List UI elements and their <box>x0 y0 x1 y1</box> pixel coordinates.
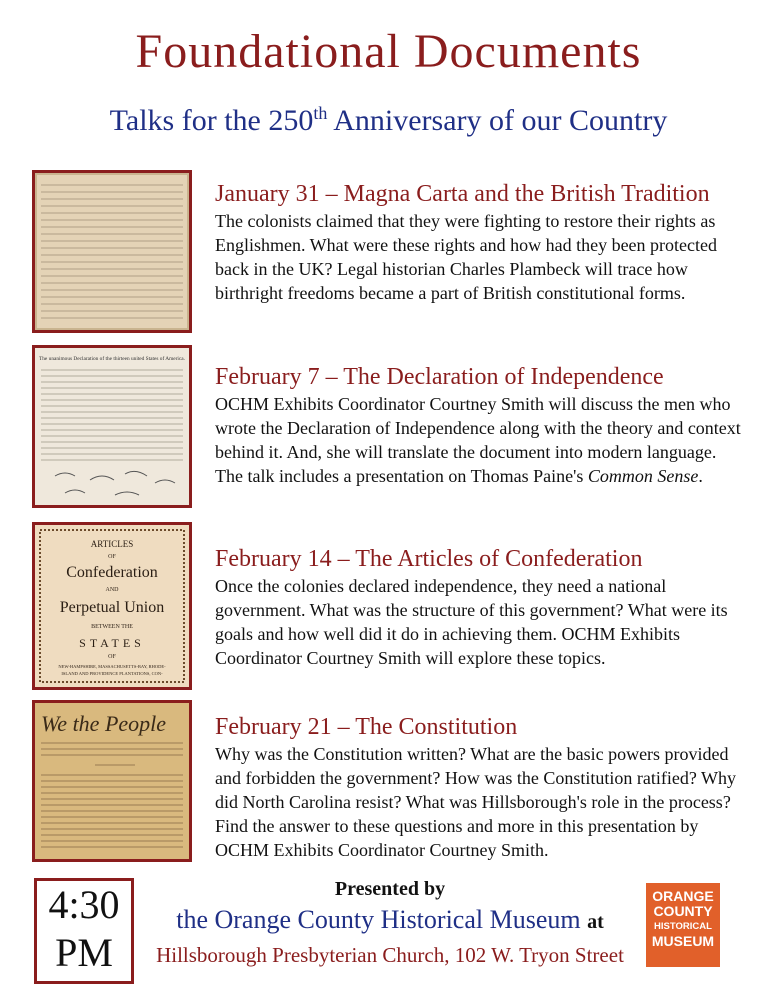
articles-line5: Perpetual Union <box>59 599 165 616</box>
talk-declaration <box>215 362 745 488</box>
subtitle-sup: th <box>313 103 328 123</box>
articles-line3: Confederation <box>66 564 158 581</box>
articles-line7: STATES <box>79 636 145 650</box>
subtitle-pre: Talks for the 250 <box>109 104 314 137</box>
articles-line2: OF <box>108 554 116 560</box>
museum-name: the Orange County Historical Museum <box>176 905 581 934</box>
declaration-head-text: The unanimous Declaration of the thirteen united States of America. <box>39 357 185 362</box>
articles-line6: BETWEEN THE <box>91 624 133 630</box>
constitution-image <box>32 700 192 862</box>
logo-line-4: MUSEUM <box>651 933 715 949</box>
constitution-head-text: We the People <box>41 711 167 736</box>
page-title: Foundational Documents <box>135 25 642 78</box>
presented-by: Presented by <box>334 878 446 900</box>
logo-line-2: COUNTY <box>653 903 713 919</box>
talk-heading: January 31 – Magna Carta and the British Tradition <box>215 181 710 207</box>
common-sense-title: Common Sense <box>587 466 699 486</box>
time-box <box>34 878 134 984</box>
page-subtitle <box>0 103 777 138</box>
talk-body <box>215 392 745 488</box>
talk-body: Why was the Constitution written? What are the basic powers provided and forbidden the government? How was the Constitution ratified? Why did North Carolina resist? What was Hillsborough's role in the process? Find the answer to these questions and more in this presentation by OCHM Exhibits Coordinator Courtney Smith. <box>215 744 737 860</box>
museum-logo <box>646 883 720 967</box>
venue-address: Hillsborough Presbyterian Church, 102 W. Tryon Street <box>156 943 624 967</box>
subtitle-post: Anniversary of our Country <box>327 104 668 137</box>
talk-heading: February 14 – The Articles of Confederation <box>215 546 643 572</box>
museum-line <box>150 905 630 935</box>
talk-body: The colonists claimed that they were fighting to restore their rights as Englishmen. What were these rights and how had they been protected back in the UK? Legal historian Charles Plambeck will trace how birthright freedoms became a part of British constitutional forms. <box>215 211 718 303</box>
talk-body-text: OCHM Exhibits Coordinator Courtney Smith will discuss the men who wrote the Declaration of Independence along with the theory and context behind it. And, she will translate the document into modern language. The talk includes a presentation on Thomas Paine's <box>215 394 741 486</box>
declaration-image <box>32 345 192 508</box>
articles-line10: ISLAND AND PROVIDENCE PLANTATIONS, CON- <box>61 671 163 676</box>
magna-carta-image <box>32 170 192 333</box>
talk-magna-carta <box>215 179 745 305</box>
time-period: PM <box>55 930 113 975</box>
logo-line-3: HISTORICAL <box>654 921 712 932</box>
at-word: at <box>587 911 604 933</box>
articles-line4: AND <box>105 587 119 593</box>
articles-line9: NEW-HAMPSHIRE, MASSACHUSETTS-BAY, RHODE- <box>58 664 166 669</box>
articles-line8: OF <box>108 654 116 660</box>
talk-heading: February 21 – The Constitution <box>215 714 518 740</box>
talk-articles <box>215 544 745 670</box>
talk-body-end: . <box>698 466 703 486</box>
articles-line1: ARTICLES <box>90 539 134 549</box>
articles-image <box>32 522 192 690</box>
logo-line-1: ORANGE <box>652 888 714 904</box>
talk-body: Once the colonies declared independence, they need a national government. What was the structure of this government? What were its goals and how well did it do in achieving them. OCHM Exhibits Coordinator Courtney Smith will explore these topics. <box>215 576 728 668</box>
talk-heading: February 7 – The Declaration of Independence <box>215 364 664 390</box>
time-value: 4:30 <box>48 882 120 927</box>
talk-constitution <box>215 712 745 862</box>
